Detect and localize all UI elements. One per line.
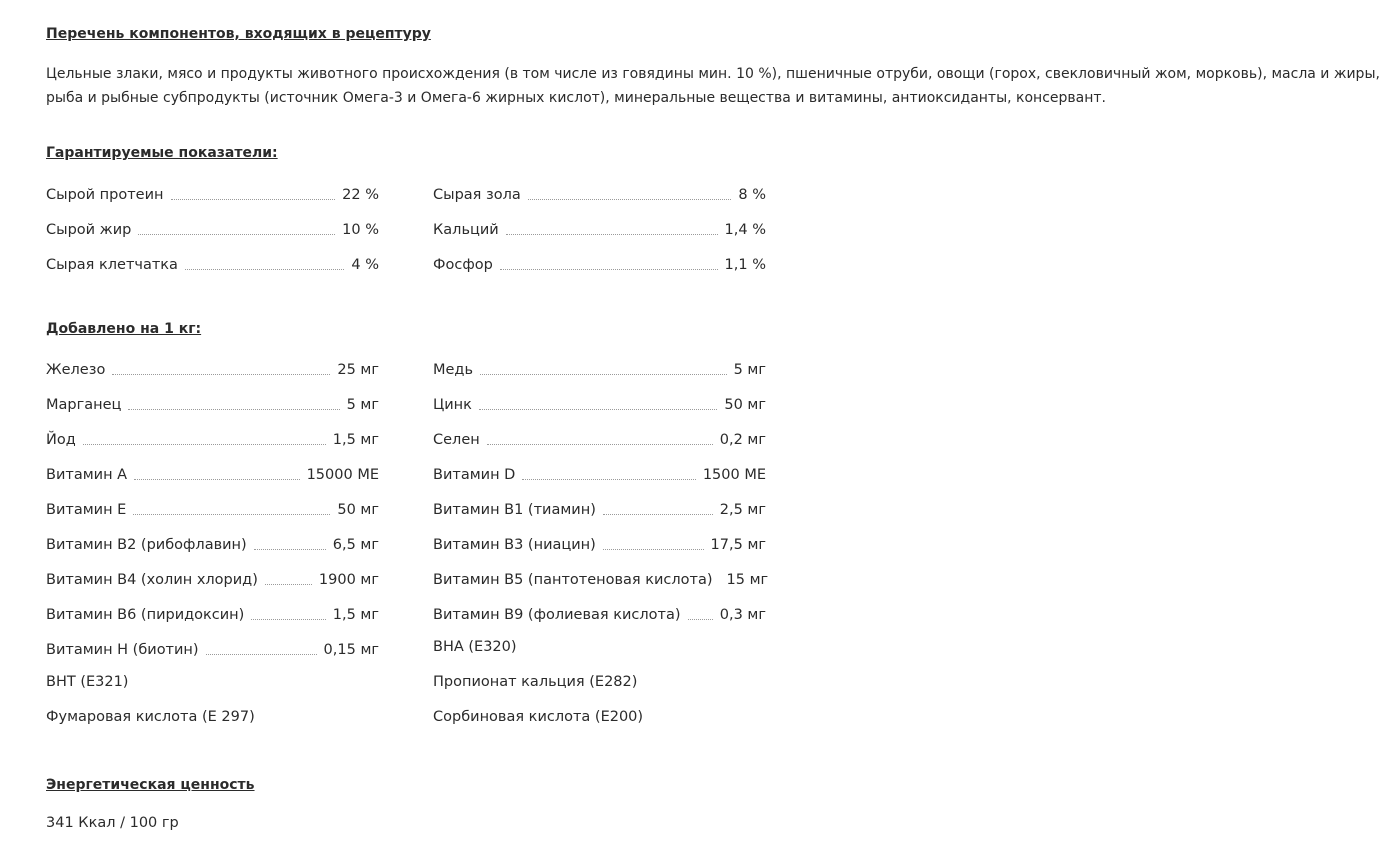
nutrient-label: Витамин D <box>433 467 516 483</box>
additive-item: Сорбиновая кислота (E200) <box>433 709 644 725</box>
nutrient-row <box>46 391 379 413</box>
nutrient-row <box>46 566 379 588</box>
nutrient-label: Сырая зола <box>433 187 521 203</box>
dotted-leader <box>506 233 718 235</box>
nutrient-row <box>433 601 766 623</box>
nutrient-label: Витамин B6 (пиридоксин) <box>46 607 245 623</box>
dotted-leader <box>128 408 339 410</box>
nutrient-row <box>46 601 379 623</box>
nutrient-value: 5 мг <box>346 397 379 413</box>
dotted-leader <box>603 513 713 515</box>
nutrient-row <box>46 356 379 378</box>
nutrient-row <box>433 356 766 378</box>
dotted-leader <box>171 198 336 200</box>
dotted-leader <box>528 198 732 200</box>
nutrient-value: 10 % <box>342 222 379 238</box>
nutrient-value: 4 % <box>351 257 379 273</box>
dotted-leader <box>134 478 300 480</box>
nutrient-row <box>433 251 766 273</box>
nutrient-row <box>46 181 379 203</box>
dotted-leader <box>265 583 312 585</box>
nutrient-row <box>46 426 379 448</box>
dotted-leader <box>479 408 717 410</box>
nutrient-label: Сырой протеин <box>46 187 164 203</box>
nutrient-label: Витамин B1 (тиамин) <box>433 502 596 518</box>
dotted-leader <box>603 548 704 550</box>
nutrient-label: Цинк <box>433 397 472 413</box>
nutrient-label: Железо <box>46 362 106 378</box>
nutrient-value: 1900 мг <box>318 572 379 588</box>
nutrient-row <box>433 531 766 553</box>
nutrient-value: 1500 МЕ <box>702 467 766 483</box>
nutrient-value: 0,15 мг <box>323 642 379 658</box>
added-heading: Добавлено на 1 кг: <box>46 321 202 337</box>
nutrient-value: 25 мг <box>337 362 379 378</box>
nutrient-row <box>46 461 379 483</box>
dotted-leader <box>487 443 713 445</box>
nutrient-value: 50 мг <box>337 502 379 518</box>
dotted-leader <box>500 268 718 270</box>
nutrient-value: 15000 МЕ <box>306 467 379 483</box>
dotted-leader <box>522 478 695 480</box>
additive-item: Фумаровая кислота (Е 297) <box>46 709 255 725</box>
nutrient-row <box>433 496 766 518</box>
nutrient-row <box>433 566 769 588</box>
dotted-leader <box>185 268 344 270</box>
dotted-leader <box>83 443 326 445</box>
nutrient-value: 1,1 % <box>724 257 766 273</box>
nutrient-row <box>46 216 379 238</box>
nutrient-value: 5 мг <box>733 362 766 378</box>
dotted-leader <box>251 618 325 620</box>
dotted-leader <box>688 618 713 620</box>
nutrient-label: Витамин B5 (пантотеновая кислота) <box>433 572 713 588</box>
nutrient-row <box>46 496 379 518</box>
dotted-leader <box>133 513 330 515</box>
nutrient-row <box>433 391 766 413</box>
nutrient-label: Селен <box>433 432 480 448</box>
nutrient-label: Сырой жир <box>46 222 132 238</box>
additive-item: BHT (E321) <box>46 674 129 690</box>
nutrient-row <box>433 461 766 483</box>
nutrient-label: Витамин B2 (рибофлавин) <box>46 537 247 553</box>
nutrient-value: 22 % <box>342 187 379 203</box>
nutrient-value: 1,5 мг <box>332 607 379 623</box>
nutrient-label: Марганец <box>46 397 122 413</box>
nutrient-label: Йод <box>46 432 76 448</box>
nutrient-value: 2,5 мг <box>719 502 766 518</box>
nutrient-label: Витамин B4 (холин хлорид) <box>46 572 258 588</box>
energy-heading: Энергетическая ценность <box>46 777 255 793</box>
nutrient-row <box>433 216 766 238</box>
additive-item: Пропионат кальция (E282) <box>433 674 638 690</box>
nutrient-value: 15 мг <box>726 572 769 588</box>
guaranteed-heading: Гарантируемые показатели: <box>46 145 278 161</box>
nutrient-value: 6,5 мг <box>332 537 379 553</box>
nutrient-label: Витамин H (биотин) <box>46 642 199 658</box>
nutrient-row <box>46 251 379 273</box>
nutrient-label: Сырая клетчатка <box>46 257 178 273</box>
nutrient-label: Витамин E <box>46 502 127 518</box>
nutrient-value: 0,2 мг <box>719 432 766 448</box>
nutrient-label: Фосфор <box>433 257 493 273</box>
additive-item: BHA (E320) <box>433 639 517 655</box>
energy-value: 341 Ккал / 100 гр <box>46 815 179 831</box>
nutrient-label: Кальций <box>433 222 499 238</box>
nutrient-label: Медь <box>433 362 474 378</box>
dotted-leader <box>138 233 335 235</box>
composition-heading: Перечень компонентов, входящих в рецептуру <box>46 26 431 42</box>
nutrient-label: Витамин B9 (фолиевая кислота) <box>433 607 681 623</box>
nutrient-value: 0,3 мг <box>719 607 766 623</box>
nutrient-row <box>433 181 766 203</box>
nutrient-value: 50 мг <box>724 397 766 413</box>
nutrient-value: 17,5 мг <box>710 537 766 553</box>
nutrient-value: 1,4 % <box>724 222 766 238</box>
nutrient-row <box>433 426 766 448</box>
nutrient-value: 1,5 мг <box>332 432 379 448</box>
nutrient-row <box>46 636 379 658</box>
nutrient-value: 8 % <box>738 187 766 203</box>
dotted-leader <box>112 373 330 375</box>
dotted-leader <box>206 653 317 655</box>
dotted-leader <box>254 548 326 550</box>
dotted-leader <box>480 373 727 375</box>
nutrient-row <box>46 531 379 553</box>
nutrient-label: Витамин A <box>46 467 128 483</box>
nutrient-label: Витамин B3 (ниацин) <box>433 537 596 553</box>
composition-text: Цельные злаки, мясо и продукты животного происхождения (в том числе из говядины мин. 10 %), пшеничные отруби, овощи (горох, свекловичный жом, морковь), масла и жиры, рыба и рыбные субпродукты (источник Омега-3 и Омега-6 жирных кислот), минеральные вещества и витамины, антиоксиданты, консервант. <box>46 66 1380 106</box>
